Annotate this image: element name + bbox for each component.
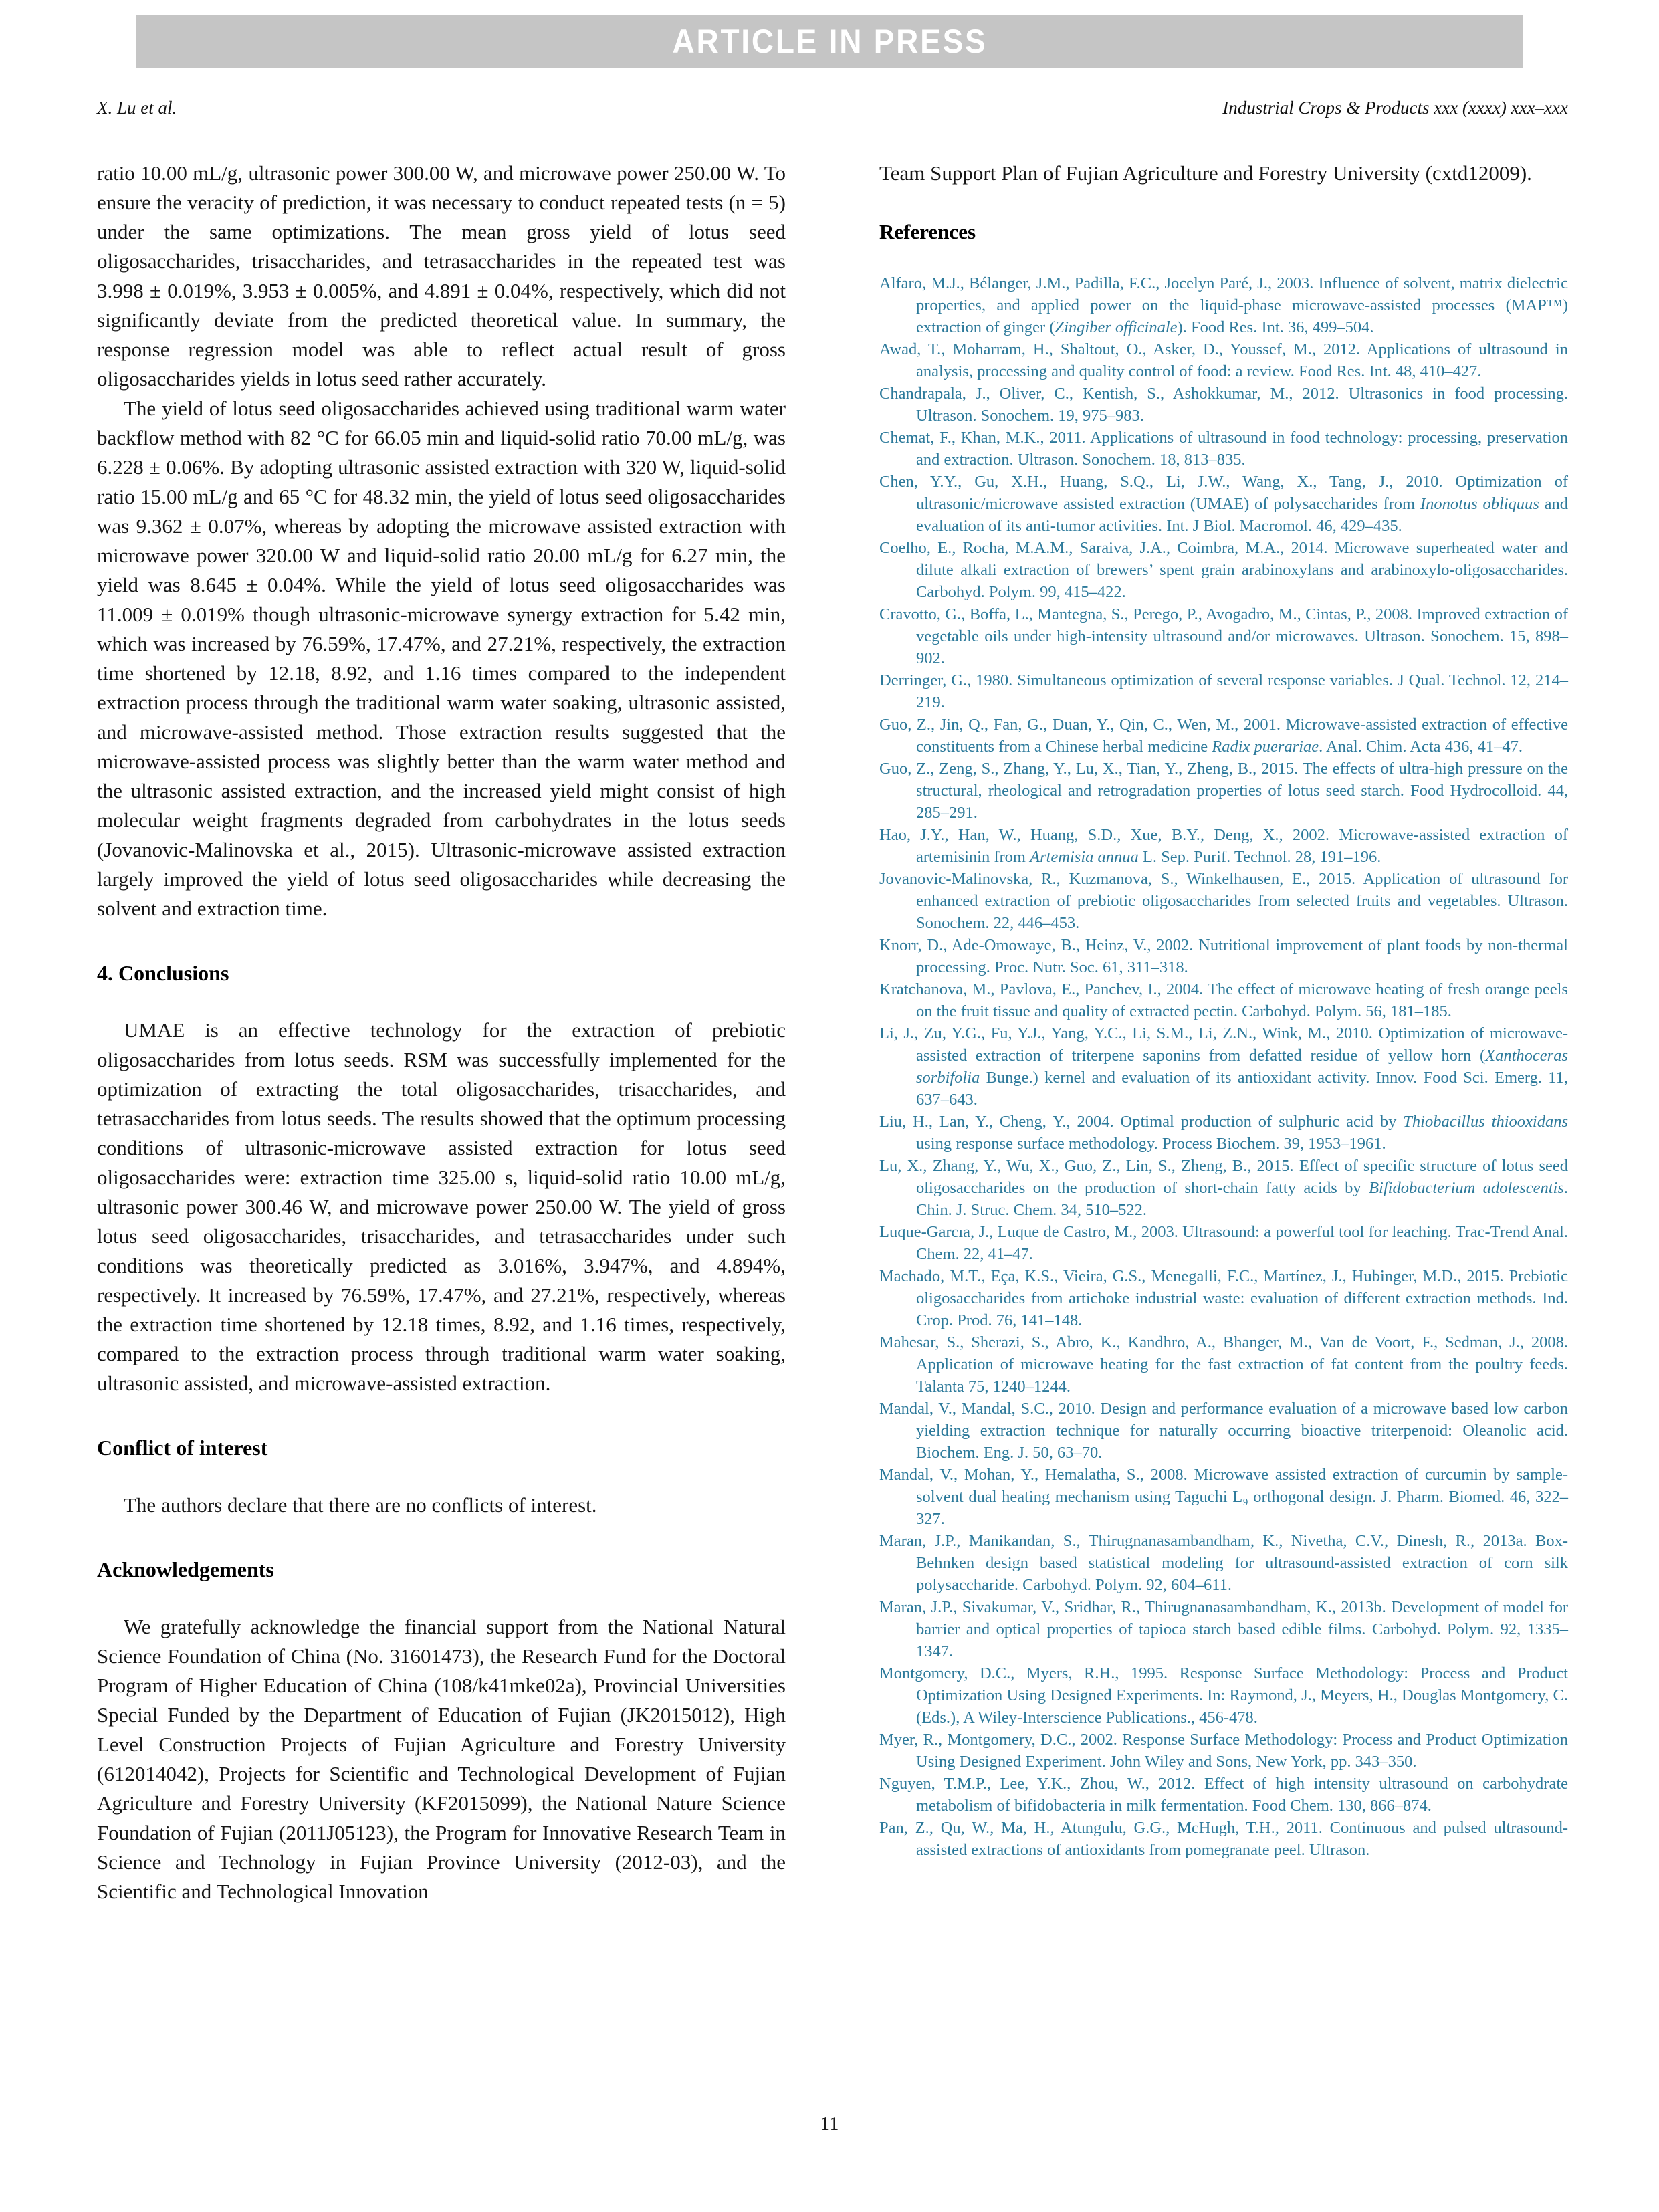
paragraph: The authors declare that there are no conflicts of interest. [124,1493,597,1517]
paragraph: Team Support Plan of Fujian Agriculture and Forestry University (cxtd12009). [879,161,1532,185]
reference-item: Liu, H., Lan, Y., Cheng, Y., 2004. Optimal production of sulphuric acid by Thiobacillus thiooxidans using response surface methodology. Process Biochem. 39, 1953–1961. [879,1113,1569,1153]
reference-item: Myer, R., Montgomery, D.C., 2002. Response Surface Methodology: Process and Product Optimization Using Designed Experiment. John Wiley and Sons, New York, pp. 343–350. [879,1731,1568,1771]
reference-item: Awad, T., Moharram, H., Shaltout, O., Asker, D., Youssef, M., 2012. Applications of ultrasound in analysis, processing and quality control of food: a review. Food Res. Int. 48, 410–427. [879,340,1568,380]
reference-item: Lu, X., Zhang, Y., Wu, X., Guo, Z., Lin, S., Zheng, B., 2015. Effect of specific structure of lotus seed oligosaccharides on the production of short-chain fatty acids by Bifidobacterium adolescentis. Chin. J. Struc. Chem. 34, 510–522. [879,1157,1568,1219]
reference-item: Maran, J.P., Manikandan, S., Thirugnanasambandham, K., Nivetha, C.V., Dinesh, R., 2013a. Box-Behnken design based statistical modeling for ultrasound-assisted extraction of corn silk polysaccharide. Carbohyd. Polym. 92, 604–611. [879,1532,1568,1594]
reference-item: Cravotto, G., Boffa, L., Mantegna, S., Perego, P., Avogadro, M., Cintas, P., 2008. Improved extraction of vegetable oils under high-intensity ultrasound and/or microwaves. Ultrason. Sonochem. 15, 898–902. [879,605,1568,667]
reference-item: Chemat, F., Khan, M.K., 2011. Applications of ultrasound in food technology: processing, preservation and extraction. Ultrason. Sonochem. 18, 813–835. [879,429,1568,469]
paragraph: We gratefully acknowledge the financial support from the National Natural Science Foundation of China (No. 31601473), the Research Fund for the Doctoral Program of Higher Education of China (108/k41mke02a), Provincial Universities Special Funded by the Department of Education of Fujian (JK2015012), High Level Construction Projects of Fujian Agriculture and Forestry University (612014042), Projects for Scientific and Technological Development of Fujian Agriculture and Forestry University (KF2015099), the National Nature Science Foundation of Fujian (2011J05123), the Program for Innovative Research Team in Science and Technology in Fujian Province University (2012-03), and the Scientific and Technological Innovation [97,1615,786,1903]
running-head-journal: Industrial Crops & Products xxx (xxxx) xxx–xxx [1222,98,1568,118]
section-heading: Acknowledgements [97,1557,274,1581]
reference-item: Luque-Garcıa, J., Luque de Castro, M., 2003. Ultrasound: a powerful tool for leaching. Trac-Trend Anal. Chem. 22, 41–47. [879,1223,1568,1263]
paragraph: The yield of lotus seed oligosaccharides achieved using traditional warm water backflow method with 82 °C for 66.05 min and liquid-solid ratio 70.00 mL/g, was 6.228 ± 0.06%. By adopting ultrasonic assisted extraction with 320 W, liquid-solid ratio 15.00 mL/g and 65 °C for 48.32 min, the yield of lotus seed oligosaccharides was 9.362 ± 0.07%, whereas by adopting the microwave assisted extraction with microwave power 320.00 W and liquid-solid ratio 20.00 mL/g for 6.27 min, the yield was 8.645 ± 0.04%. While the yield of lotus seed oligosaccharides was 11.009 ± 0.019% though ultrasonic-microwave synergy extraction for 5.42 min, which was increased by 76.59%, 17.47%, and 27.21%, respectively, the extraction time shortened by 12.18, 8.92, and 1.16 times compared to the independent extraction process through the traditional warm water soaking, ultrasonic assisted, and microwave-assisted method. Those extraction results suggested that the microwave-assisted process was slightly better than the warm water method and the ultrasonic assisted extraction, and the increased yield might consist of high molecular weight fragments degraded from carbohydrates in the lotus seeds (Jovanovic-Malinovska et al., 2015). Ultrasonic-microwave assisted extraction largely improved the yield of lotus seed oligosaccharides while decreasing the solvent and extraction time. [97,397,786,920]
reference-item: Hao, J.Y., Han, W., Huang, S.D., Xue, B.Y., Deng, X., 2002. Microwave-assisted extraction of artemisinin from Artemisia annua L. Sep. Purif. Technol. 28, 191–196. [879,826,1568,866]
reference-item: Mandal, V., Mandal, S.C., 2010. Design and performance evaluation of a microwave based low carbon yielding extraction technique for naturally occurring bioactive triterpenoid: Oleanolic acid. Biochem. Eng. J. 50, 63–70. [879,1400,1568,1462]
references-heading: References [879,220,976,243]
reference-item: Kratchanova, M., Pavlova, E., Panchev, I., 2004. The effect of microwave heating of fresh orange peels on the fruit tissue and quality of extracted pectin. Carbohyd. Polym. 56, 181–185. [879,980,1568,1020]
reference-item: Mahesar, S., Sherazi, S., Abro, K., Kandhro, A., Bhanger, M., Van de Voort, F., Sedman, J., 2008. Application of microwave heating for the fast extraction of fat content from the poultry feeds. Talanta 75, 1240–1244. [879,1333,1568,1396]
reference-item: Derringer, G., 1980. Simultaneous optimization of several response variables. J Qual. Technol. 12, 214–219. [879,671,1568,711]
banner-text: ARTICLE IN PRESS [671,23,987,60]
paragraph: UMAE is an effective technology for the extraction of prebiotic oligosaccharides from lotus seeds. RSM was successfully implemented for the optimization of extracting the total oligosaccharides, trisaccharides, and tetrasaccharides from lotus seeds. The results showed that the optimum processing conditions of ultrasonic-microwave assisted extraction for lotus seed oligosaccharides were: extraction time 325.00 s, liquid-solid ratio 10.00 mL/g, ultrasonic power 300.46 W, and microwave power 250.00 W. The yield of gross lotus seed oligosaccharides, trisaccharides, and tetrasaccharides under such conditions was theoretically predicted as 3.016%, 3.947%, and 4.894%, respectively. It increased by 76.59%, 17.47%, and 27.21%, respectively, whereas the extraction time shortened by 12.18 times, 8.92, and 1.16 times, respectively, compared to the extraction process through traditional warm water soaking, ultrasonic assisted, and microwave-assisted extraction. [97,1018,786,1395]
left-column [97,158,786,1906]
reference-item: Montgomery, D.C., Myers, R.H., 1995. Response Surface Methodology: Process and Product Optimization Using Designed Experiments. In: Raymond, J., Meyers, H., Douglas Montgomery, C. (Eds.), A Wiley-Interscience Publications., 456-478. [879,1664,1568,1727]
running-head-authors: X. Lu et al. [97,98,177,118]
reference-item: Knorr, D., Ade-Omowaye, B., Heinz, V., 2002. Nutritional improvement of plant foods by non-thermal processing. Proc. Nutr. Soc. 61, 311–318. [879,936,1568,976]
section-heading: Conflict of interest [97,1436,268,1460]
article-in-press-banner [136,15,1523,68]
reference-item: Machado, M.T., Eça, K.S., Vieira, G.S., Menegalli, F.C., Martínez, J., Hubinger, M.D., 2015. Prebiotic oligosaccharides from artichoke industrial waste: evaluation of different extraction methods. Ind. Crop. Prod. 76, 141–148. [879,1267,1568,1329]
running-head [97,98,1568,118]
reference-list [879,272,1568,1861]
section-heading: 4. Conclusions [97,961,229,985]
reference-item: Chen, Y.Y., Gu, X.H., Huang, S.Q., Li, J.W., Wang, X., Tang, J., 2010. Optimization of ultrasonic/microwave assisted extraction (UMAE) of polysaccharides from Inonotus obliquus and evaluation of its anti-tumor activities. Int. J Biol. Macromol. 46, 429–435. [879,473,1569,535]
reference-item: Guo, Z., Zeng, S., Zhang, Y., Lu, X., Tian, Y., Zheng, B., 2015. The effects of ultra-high pressure on the structural, rheological and retrogradation properties of lotus seed starch. Food Hydrocolloid. 44, 285–291. [879,760,1568,822]
two-column-body [97,158,1568,1906]
page-number: 11 [820,2113,839,2134]
reference-item: Coelho, E., Rocha, M.A.M., Saraiva, J.A., Coimbra, M.A., 2014. Microwave superheated water and dilute alkali extraction of brewers’ spent grain arabinoxylans and arabinoxylo-oligosaccharides. Carbohyd. Polym. 99, 415–422. [879,539,1568,601]
reference-item: Maran, J.P., Sivakumar, V., Sridhar, R., Thirugnanasambandham, K., 2013b. Development of model for barrier and optical properties of tapioca starch based edible films. Carbohyd. Polym. 92, 1335–1347. [879,1598,1568,1660]
right-column [879,158,1568,1906]
paragraph: ratio 10.00 mL/g, ultrasonic power 300.00 W, and microwave power 250.00 W. To ensure the veracity of prediction, it was necessary to conduct repeated tests (n = 5) under the same optimizations. The mean gross yield of lotus seed oligosaccharides, trisaccharides, and tetrasaccharides in the repeated test was 3.998 ± 0.019%, 3.953 ± 0.005%, and 4.891 ± 0.04%, respectively, which did not significantly deviate from the predicted theoretical value. In summary, the response regression model was able to reflect actual result of gross oligosaccharides yields in lotus seed rather accurately. [97,161,786,391]
reference-item: Nguyen, T.M.P., Lee, Y.K., Zhou, W., 2012. Effect of high intensity ultrasound on carbohydrate metabolism of bifidobacteria in milk fermentation. Food Chem. 130, 866–874. [879,1775,1568,1815]
reference-item: Jovanovic-Malinovska, R., Kuzmanova, S., Winkelhausen, E., 2015. Application of ultrasound for enhanced extraction of prebiotic oligosaccharides from selected fruits and vegetables. Ultrason. Sonochem. 22, 446–453. [879,870,1568,932]
reference-item: Guo, Z., Jin, Q., Fan, G., Duan, Y., Qin, C., Wen, M., 2001. Microwave-assisted extraction of effective constituents from a Chinese herbal medicine Radix puerariae. Anal. Chim. Acta 436, 41–47. [879,715,1568,756]
reference-item: Pan, Z., Qu, W., Ma, H., Atungulu, G.G., McHugh, T.H., 2011. Continuous and pulsed ultrasound-assisted extractions of antioxidants from pomegranate peel. Ultrason. [879,1819,1568,1859]
reference-item: Chandrapala, J., Oliver, C., Kentish, S., Ashokkumar, M., 2012. Ultrasonics in food processing. Ultrason. Sonochem. 19, 975–983. [879,384,1568,425]
reference-item: Li, J., Zu, Y.G., Fu, Y.J., Yang, Y.C., Li, S.M., Li, Z.N., Wink, M., 2010. Optimization of microwave-assisted extraction of triterpene saponins from defatted residue of yellow horn (Xanthoceras sorbifolia Bunge.) kernel and evaluation of its antioxidant activity. Innov. Food Sci. Emerg. 11, 637–643. [879,1024,1568,1109]
reference-item: Mandal, V., Mohan, Y., Hemalatha, S., 2008. Microwave assisted extraction of curcumin by sample-solvent dual heating mechanism using Taguchi L₉ orthogonal design. J. Pharm. Biomed. 46, 322–327. [879,1466,1568,1528]
reference-item: Alfaro, M.J., Bélanger, J.M., Padilla, F.C., Jocelyn Paré, J., 2003. Influence of solvent, matrix dielectric properties, and applied power on the liquid-phase microwave-assisted processes (MAP™) extraction of ginger (Zingiber officinale). Food Res. Int. 36, 499–504. [879,274,1568,336]
